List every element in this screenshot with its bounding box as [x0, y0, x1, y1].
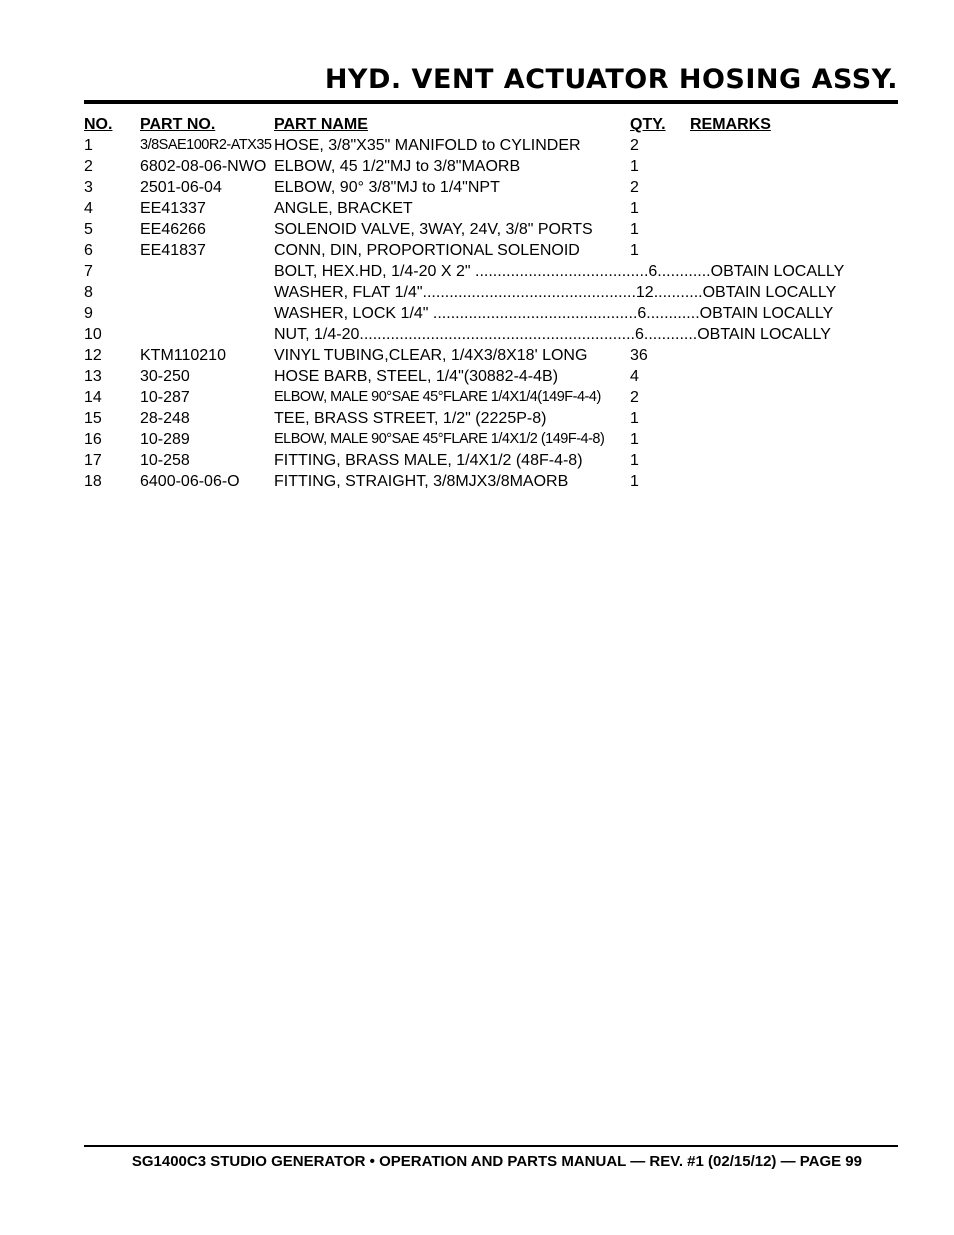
quantity: 1: [630, 200, 639, 217]
table-row: [84, 240, 904, 261]
quantity: 1: [630, 410, 639, 427]
parts-rows: [84, 135, 904, 492]
table-row: [84, 303, 904, 324]
table-row: [84, 219, 904, 240]
title-divider: [84, 100, 898, 104]
item-no: 12: [84, 347, 102, 364]
quantity: 4: [630, 368, 639, 385]
page-footer: SG1400C3 STUDIO GENERATOR • OPERATION AND PARTS MANUAL — REV. #1 (02/15/12) — PAGE 99: [131, 1153, 862, 1170]
quantity: 36: [630, 347, 648, 364]
table-row: [84, 156, 904, 177]
page-title: HYD. VENT ACTUATOR HOSING ASSY.: [324, 64, 898, 95]
part-number: 6802-08-06-NWO: [140, 158, 267, 175]
item-no: 5: [84, 221, 93, 238]
part-number: 3/8SAE100R2-ATX35: [140, 137, 272, 153]
parts-list-header: [84, 114, 904, 135]
table-row: [84, 387, 904, 408]
part-name: ELBOW, MALE 90°SAE 45°FLARE 1/4X1/2 (149F-4-8): [274, 431, 605, 447]
part-name-leader: BOLT, HEX.HD, 1/4-20 X 2" .......................................6............OBTAIN LOCALLY: [274, 263, 845, 280]
part-name: TEE, BRASS STREET, 1/2" (2225P-8): [274, 410, 547, 427]
item-no: 7: [84, 263, 93, 280]
part-name: ANGLE, BRACKET: [274, 200, 413, 217]
table-row: [84, 366, 904, 387]
part-name: FITTING, STRAIGHT, 3/8MJX3/8MAORB: [274, 473, 569, 490]
quantity: 2: [630, 137, 639, 154]
part-name: CONN, DIN, PROPORTIONAL SOLENOID: [274, 242, 580, 259]
quantity: 2: [630, 389, 639, 406]
item-no: 16: [84, 431, 102, 448]
part-name: ELBOW, 90° 3/8"MJ to 1/4"NPT: [274, 179, 500, 196]
part-name: SOLENOID VALVE, 3WAY, 24V, 3/8" PORTS: [274, 221, 593, 238]
part-name: ELBOW, MALE 90°SAE 45°FLARE 1/4X1/4(149F-4-4): [274, 389, 601, 405]
header-part-name: PART NAME: [274, 116, 368, 133]
quantity: 2: [630, 179, 639, 196]
item-no: 1: [84, 137, 93, 154]
table-row: [84, 471, 904, 492]
part-name: HOSE BARB, STEEL, 1/4"(30882-4-4B): [274, 368, 559, 385]
item-no: 4: [84, 200, 93, 217]
table-row: [84, 177, 904, 198]
quantity: 1: [630, 158, 639, 175]
header-qty: QTY.: [630, 116, 666, 133]
part-number: KTM110210: [140, 347, 226, 364]
table-row: [84, 345, 904, 366]
item-no: 6: [84, 242, 93, 259]
item-no: 2: [84, 158, 93, 175]
part-name: ELBOW, 45 1/2"MJ to 3/8"MAORB: [274, 158, 521, 175]
part-name-leader: WASHER, FLAT 1/4"................................................12...........OBTAIN LOCALLY: [274, 284, 837, 301]
part-name: VINYL TUBING,CLEAR, 1/4X3/8X18' LONG: [274, 347, 588, 364]
header-no: NO.: [84, 116, 113, 133]
item-no: 3: [84, 179, 93, 196]
item-no: 18: [84, 473, 102, 490]
part-number: 28-248: [140, 410, 190, 427]
table-row: [84, 324, 904, 345]
item-no: 17: [84, 452, 102, 469]
table-row: [84, 429, 904, 450]
part-number: EE41337: [140, 200, 206, 217]
item-no: 13: [84, 368, 102, 385]
table-row: [84, 198, 904, 219]
part-name-leader: NUT, 1/4-20..............................................................6............OBTAIN LOCALLY: [274, 326, 831, 343]
table-row: [84, 135, 904, 156]
quantity: 1: [630, 221, 639, 238]
header-remarks: REMARKS: [690, 116, 771, 133]
part-number: 10-287: [140, 389, 190, 406]
item-no: 15: [84, 410, 102, 427]
item-no: 14: [84, 389, 102, 406]
header-part-no: PART NO.: [140, 116, 216, 133]
item-no: 8: [84, 284, 93, 301]
quantity: 1: [630, 431, 639, 448]
footer-divider: [84, 1145, 898, 1147]
parts-list: [84, 114, 904, 492]
part-number: 10-258: [140, 452, 190, 469]
item-no: 10: [84, 326, 102, 343]
part-number: EE41837: [140, 242, 206, 259]
part-number: 10-289: [140, 431, 190, 448]
part-name: HOSE, 3/8"X35" MANIFOLD to CYLINDER: [274, 137, 581, 154]
part-name-leader: WASHER, LOCK 1/4" ..............................................6............OBTAIN LOCALLY: [274, 305, 834, 322]
quantity: 1: [630, 452, 639, 469]
part-number: 2501-06-04: [140, 179, 222, 196]
quantity: 1: [630, 473, 639, 490]
part-number: EE46266: [140, 221, 206, 238]
quantity: 1: [630, 242, 639, 259]
part-number: 6400-06-06-O: [140, 473, 240, 490]
item-no: 9: [84, 305, 93, 322]
table-row: [84, 261, 904, 282]
part-number: 30-250: [140, 368, 190, 385]
table-row: [84, 282, 904, 303]
table-row: [84, 450, 904, 471]
table-row: [84, 408, 904, 429]
part-name: FITTING, BRASS MALE, 1/4X1/2 (48F-4-8): [274, 452, 583, 469]
